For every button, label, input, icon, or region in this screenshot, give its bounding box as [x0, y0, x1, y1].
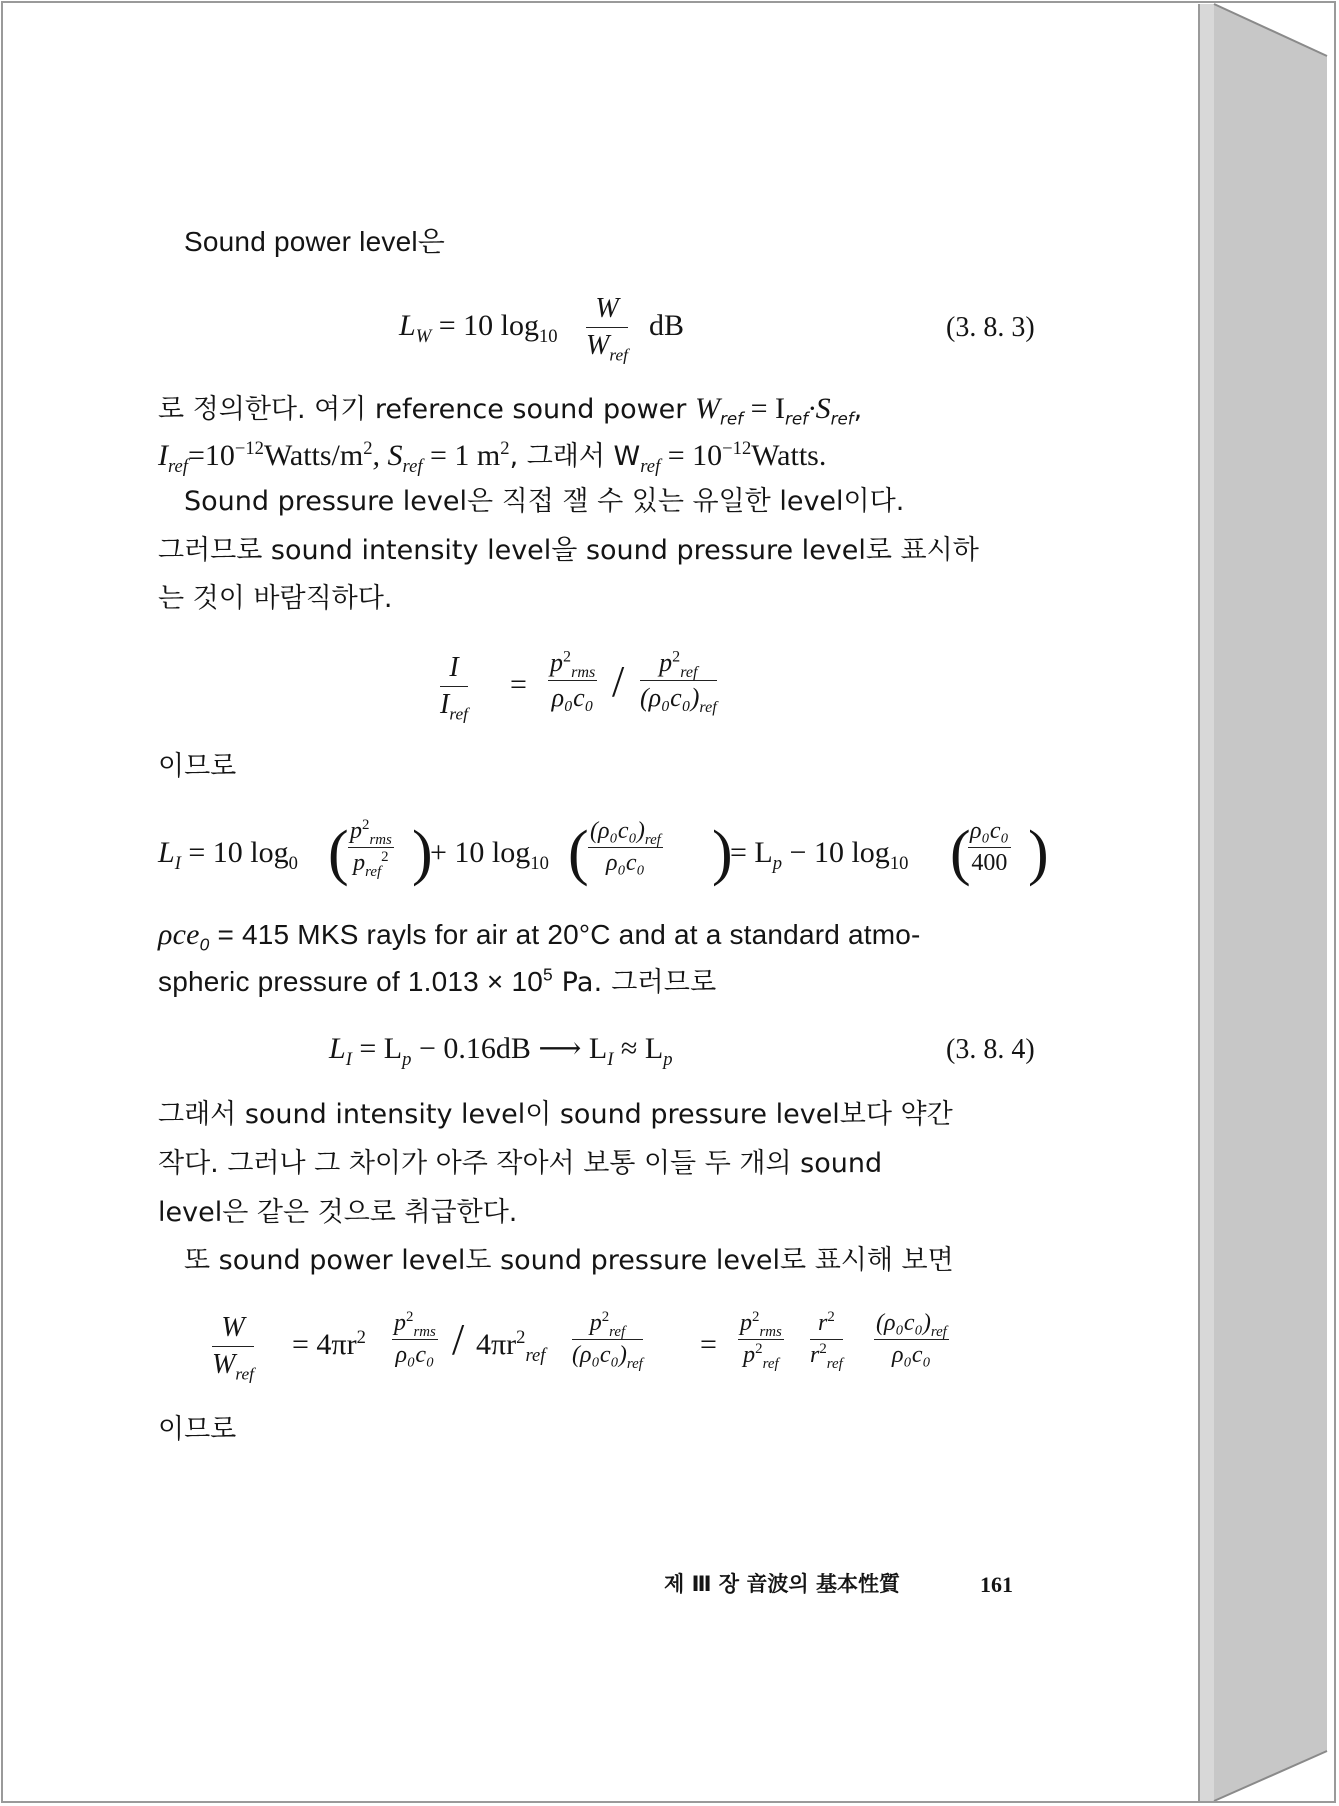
li-paren-open-a: (	[328, 819, 349, 887]
power-term-4pir2-ref: $4\pi r^2_{ref}$	[476, 1327, 546, 1366]
connector-imeuro-1: 이므로	[158, 751, 237, 782]
li-fraction-b: $(\rho_0c_0)_{ref}$ ρ₀c₀	[590, 818, 661, 876]
page-number: 161	[980, 1572, 1013, 1597]
running-footer-chapter: 제 Ⅲ 장 音波의 基本性質	[664, 1572, 900, 1596]
ratio-equals: =	[510, 668, 527, 701]
li-term-2: + 10 $\log_{10}$	[430, 836, 549, 874]
power-fraction-radius-ratio: $r^2$ $r^2_{ref}$	[810, 1309, 843, 1372]
power-fraction-prms: $p^2_{rms}$ ρ₀c₀	[394, 1309, 436, 1368]
equation-3-8-3-fraction: W $W_{ref}$	[586, 293, 628, 365]
equation-3-8-4: $L_I = L_p - 0.16dB$ ⟶ $L_I \approx L_p$	[329, 1032, 673, 1070]
paragraph-conclusion-line1: 그래서 sound intensity level이 sound pressure level보다 약간	[158, 1099, 953, 1130]
paragraph-sound-pressure-line1: Sound pressure level은 직접 잴 수 있는 유일한 level이다.	[184, 486, 905, 517]
power-fraction-pref: $p^2_{ref}$ $(\rho_0c_0)_{ref}$	[572, 1309, 643, 1372]
power-slash: /	[452, 1315, 465, 1364]
power-fraction-w: W $W_{ref}$	[212, 1312, 254, 1384]
li-paren-close-c: )	[1028, 819, 1049, 887]
li-equation-lhs: $L_I = 10$ $\log_0$	[158, 836, 298, 874]
li-paren-close-b: )	[712, 819, 733, 887]
ratio-slash: /	[612, 657, 625, 706]
paragraph-rho-c-line2: spheric pressure of $1.013 \times 10^5$ Pa. 그러므로	[158, 964, 717, 998]
ratio-fraction-intensity: I $I_{ref}$	[440, 652, 468, 724]
li-fraction-c: $\frac{\text{ρ₀c₀}}{400}$	[970, 818, 1009, 876]
equation-number-3-8-4: (3. 8. 4)	[946, 1034, 1035, 1065]
ratio-fraction-pref: $p^2_{ref}$ $(\rho_0c_0)_{ref}$	[640, 648, 717, 717]
paragraph-conclusion-line2: 작다. 그러나 그 차이가 아주 작아서 보통 이들 두 개의 sound	[158, 1148, 883, 1179]
li-term-3: = $L_p - 10$ $\log_{10}$	[730, 836, 909, 874]
equation-3-8-3-unit: dB	[649, 309, 685, 342]
li-paren-open-c: (	[950, 819, 971, 887]
li-paren-close-a: )	[412, 819, 433, 887]
ratio-fraction-prms: $p^2_{rms}$ ρ₀c₀	[550, 648, 596, 712]
equation-3-8-3-lhs: $L_W = 10$ $\log_{10}$	[399, 309, 558, 347]
paragraph-conclusion-line3: level은 같은 것으로 취급한다.	[158, 1197, 518, 1228]
paragraph-definition-line2: $I_{ref}=10^{-12}Watts/m^2$, $S_{ref} = 1$ $m^2$, 그래서 $W_{ref}$ = $10^{-12}Watts$.	[158, 438, 827, 477]
connector-imeuro-2: 이므로	[158, 1414, 237, 1445]
paragraph-sound-pressure-line3: 는 것이 바람직하다.	[158, 583, 393, 614]
li-paren-open-b: (	[568, 819, 589, 887]
paragraph-power-level-intro: 또 sound power level도 sound pressure level로 표시해 보면	[184, 1245, 954, 1276]
paragraph-rho-c-line1: ρce$_0$ = 415 MKS rayls for air at 20°C and at a standard atmo-	[158, 918, 921, 955]
paragraph-sound-power-intro: Sound power level은	[184, 226, 446, 257]
power-fraction-pressure-ratio: $p^2_{rms}$ $p^2_{ref}$	[740, 1309, 782, 1372]
paragraph-sound-pressure-line2: 그러므로 sound intensity level을 sound pressure level로 표시하	[158, 535, 979, 566]
image-border	[1, 1, 1336, 1803]
power-equals: =	[700, 1328, 717, 1361]
equation-number-3-8-3: (3. 8. 3)	[946, 312, 1035, 343]
paragraph-definition-line1: 로 정의한다. 여기 reference sound power $W_{ref} = I_{ref}\cdot S_{ref}$,	[158, 392, 863, 429]
li-fraction-a: $p^2_{rms}$ $p_{ref}^2$	[350, 817, 392, 880]
power-term-4pir2: = $4\pi r^2$	[292, 1327, 366, 1361]
power-fraction-impedance-ratio: $(\rho_0c_0)_{ref}$ ρ₀c₀	[876, 1310, 947, 1368]
